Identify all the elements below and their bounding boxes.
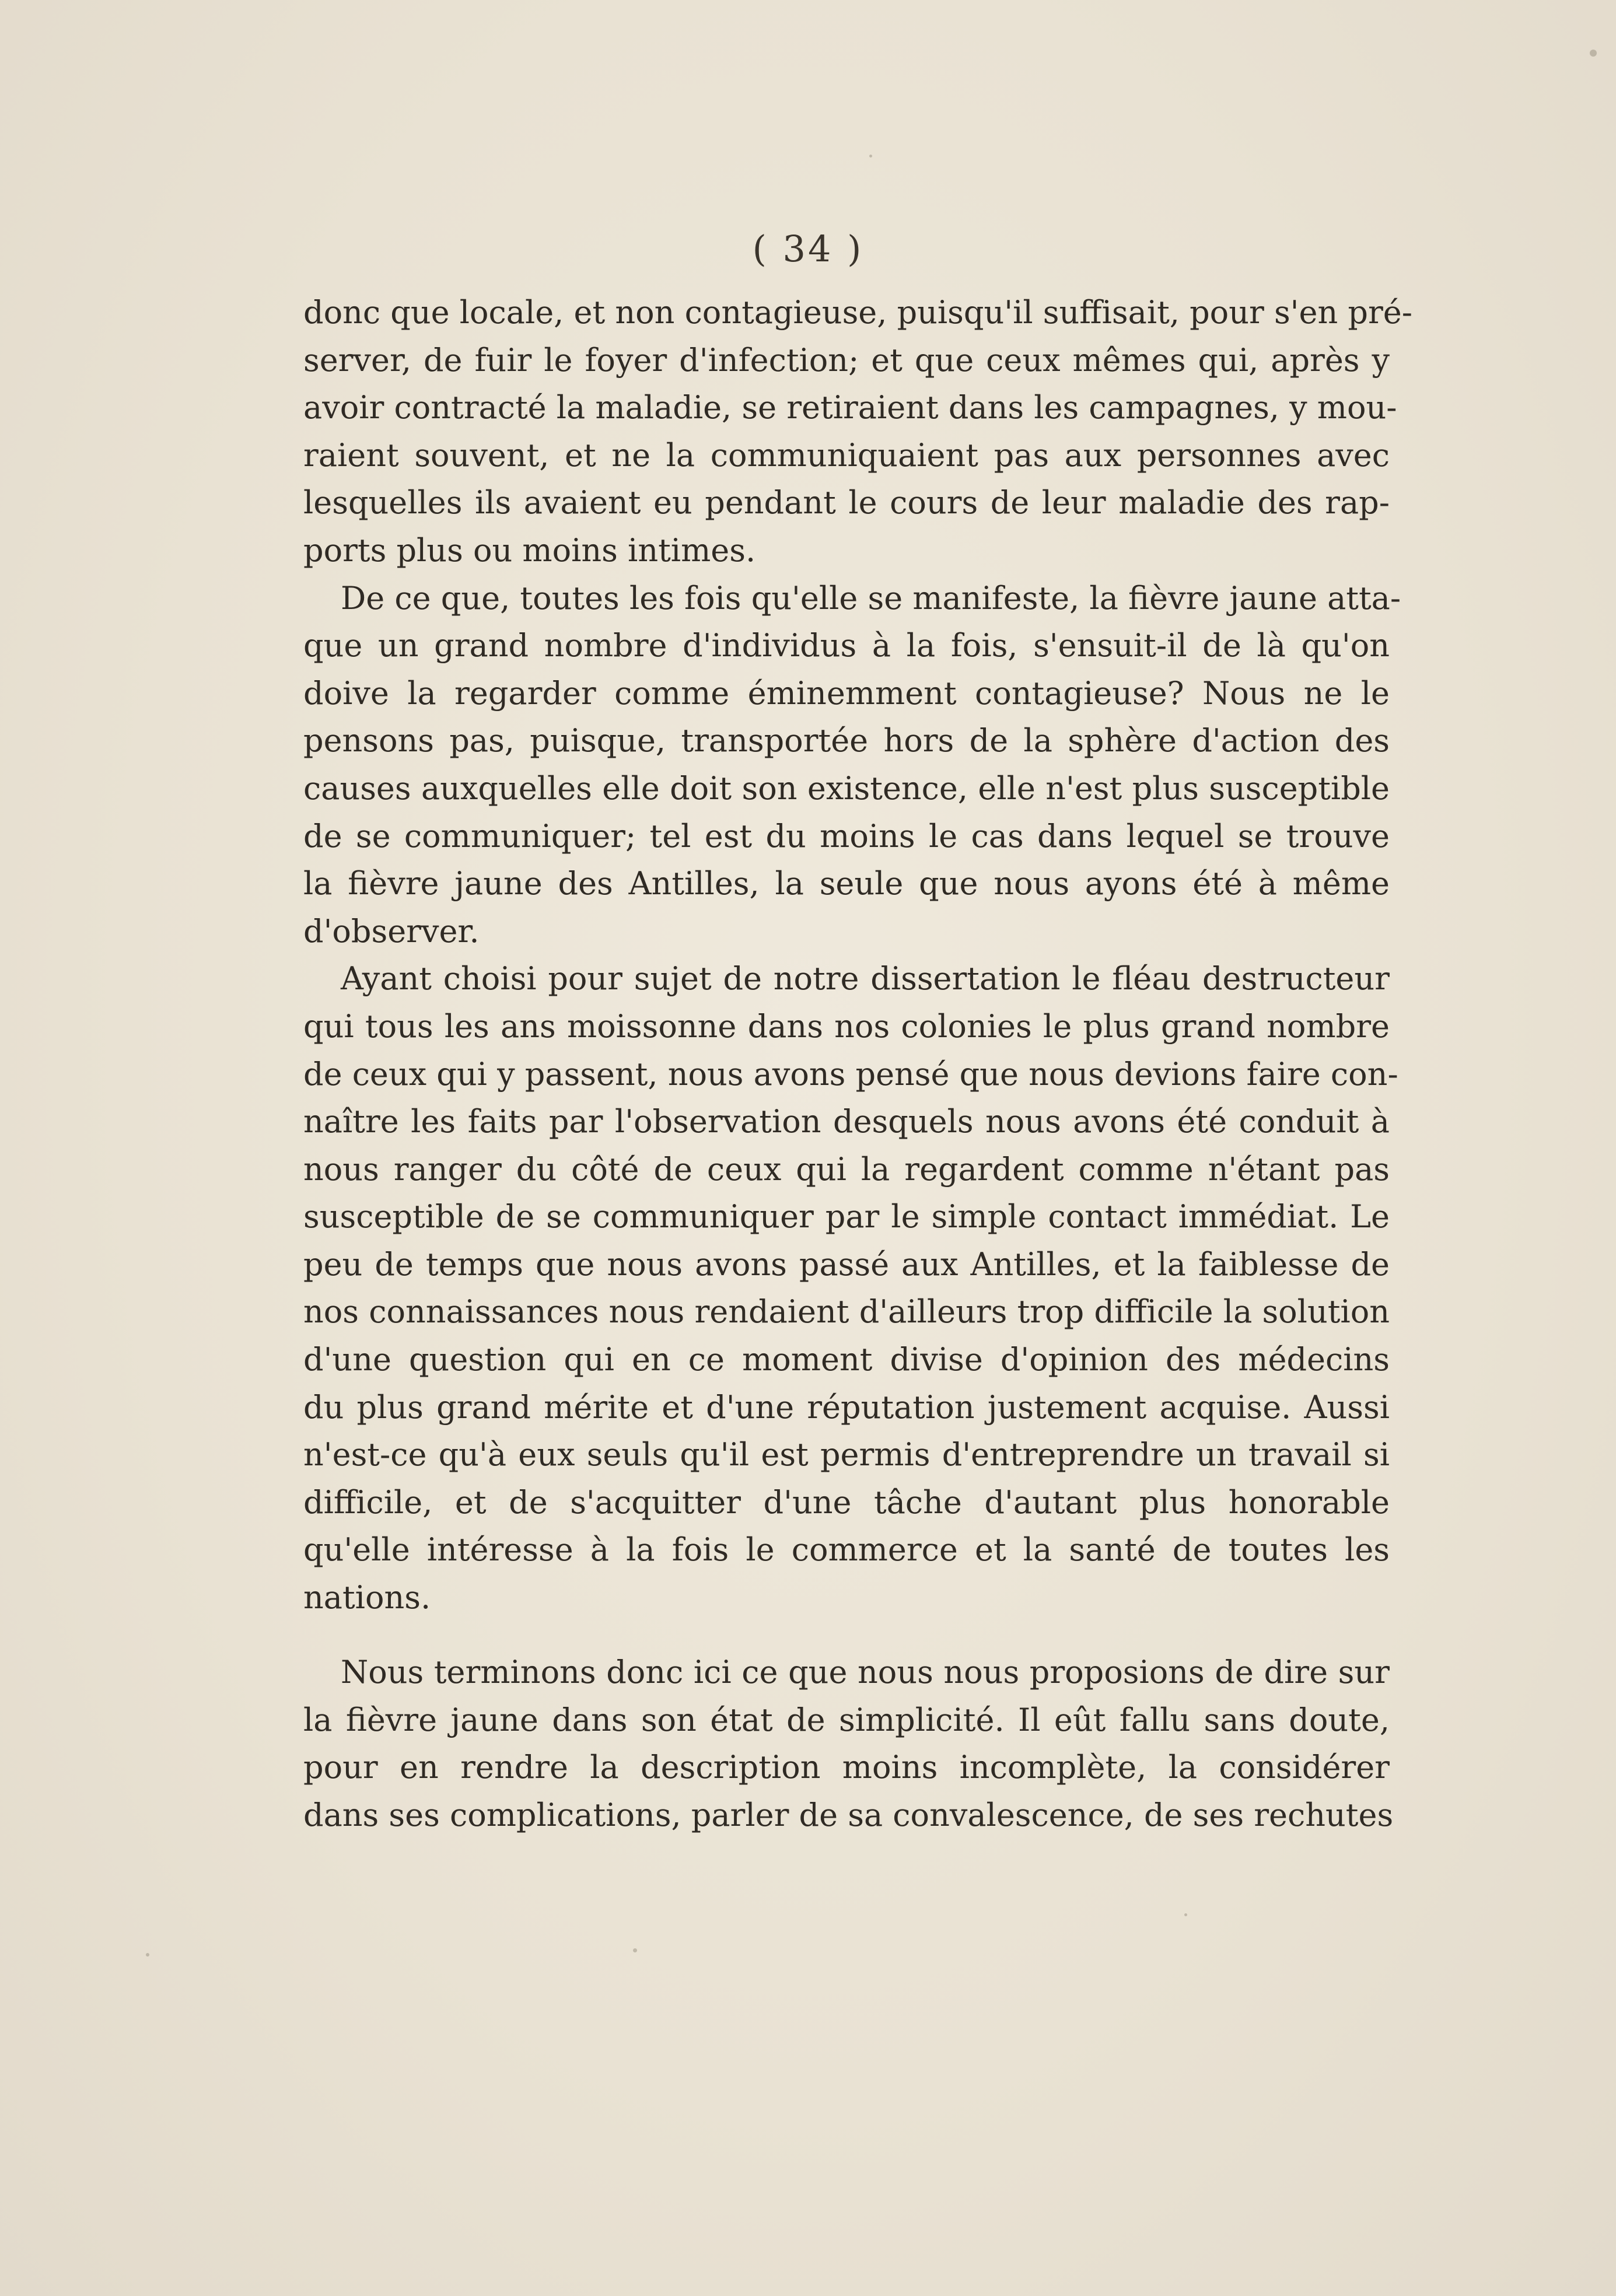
text-line: pensons pas, puisque, transportée hors de la sphère d'action des	[303, 722, 1390, 760]
page-number: ( 34 )	[752, 228, 864, 270]
text-line: susceptible de se communiquer par le simple contact immédiat. Le	[303, 1198, 1390, 1236]
text-line: que un grand nombre d'individus à la fois, s'ensuit-il de là qu'on	[303, 627, 1390, 664]
paragraph-contagion-question	[303, 575, 1401, 956]
text-line: Nous terminons donc ici ce que nous nous proposions de dire sur	[341, 1654, 1390, 1690]
text-line: peu de temps que nous avons passé aux Antilles, et la faiblesse de	[303, 1245, 1390, 1283]
text-line: causes auxquelles elle doit son existence, elle n'est plus susceptible	[303, 769, 1390, 807]
paragraph-conclusion	[303, 1648, 1394, 1839]
text-line: du plus grand mérite et d'une réputation justement acquise. Aussi	[303, 1388, 1390, 1426]
text-line: d'observer.	[303, 912, 480, 950]
text-line: la fièvre jaune dans son état de simplicité. Il eût fallu sans doute,	[303, 1701, 1390, 1738]
text-line: nos connaissances nous rendaient d'ailleurs trop difficile la solution	[303, 1293, 1390, 1331]
text-line: pour en rendre la description moins incomplète, la considérer	[303, 1749, 1390, 1786]
paragraph-continuation	[303, 289, 1412, 575]
text-line: server, de fuir le foyer d'infection; et que ceux mêmes qui, après y	[303, 341, 1390, 379]
text-line: n'est-ce qu'à eux seuls qu'il est permis d'entreprendre un travail si	[303, 1436, 1390, 1474]
text-line: la fièvre jaune des Antilles, la seule que nous ayons été à même	[303, 865, 1390, 902]
text-line: lesquelles ils avaient eu pendant le cours de leur maladie des rap-	[303, 484, 1390, 522]
body-text-upper	[303, 289, 1412, 1622]
paper-speck	[1590, 50, 1597, 57]
text-line: naître les faits par l'observation desquels nous avons été conduit à	[303, 1103, 1390, 1140]
text-line: nous ranger du côté de ceux qui la regardent comme n'étant pas	[303, 1150, 1390, 1188]
paper-speck	[869, 155, 872, 158]
text-line: de ceux qui y passent, nous avons pensé que nous devions faire con-	[303, 1055, 1398, 1093]
paragraph-dissertation-subject	[303, 955, 1398, 1621]
body-text-lower	[303, 1648, 1394, 1839]
paper-speck	[633, 1948, 637, 1952]
text-line: Ayant choisi pour sujet de notre dissertation le fléau destructeur	[341, 960, 1390, 998]
text-line: nations.	[303, 1579, 431, 1616]
text-line: qu'elle intéresse à la fois le commerce et la santé de toutes les	[303, 1531, 1390, 1569]
text-line: qui tous les ans moissonne dans nos colonies le plus grand nombre	[303, 1007, 1390, 1045]
text-line: donc que locale, et non contagieuse, puisqu'il suffisait, pour s'en pré-	[303, 294, 1412, 331]
paper-speck	[146, 1953, 149, 1957]
text-line: ports plus ou moins intimes.	[303, 531, 756, 569]
text-line: doive la regarder comme éminemment contagieuse? Nous ne le	[303, 674, 1390, 712]
text-line: raient souvent, et ne la communiquaient pas aux personnes avec	[303, 436, 1390, 474]
text-line: de se communiquer; tel est du moins le cas dans lequel se trouve	[303, 817, 1390, 855]
text-line: difficile, et de s'acquitter d'une tâche d'autant plus honorable	[303, 1483, 1390, 1521]
text-line: dans ses complications, parler de sa convalescence, de ses rechutes	[303, 1796, 1394, 1833]
text-line: avoir contracté la maladie, se retiraient dans les campagnes, y mou-	[303, 389, 1397, 426]
text-line: De ce que, toutes les fois qu'elle se manifeste, la fièvre jaune atta-	[341, 579, 1401, 617]
paper-speck	[1184, 1913, 1187, 1916]
text-line: d'une question qui en ce moment divise d'opinion des médecins	[303, 1341, 1390, 1378]
